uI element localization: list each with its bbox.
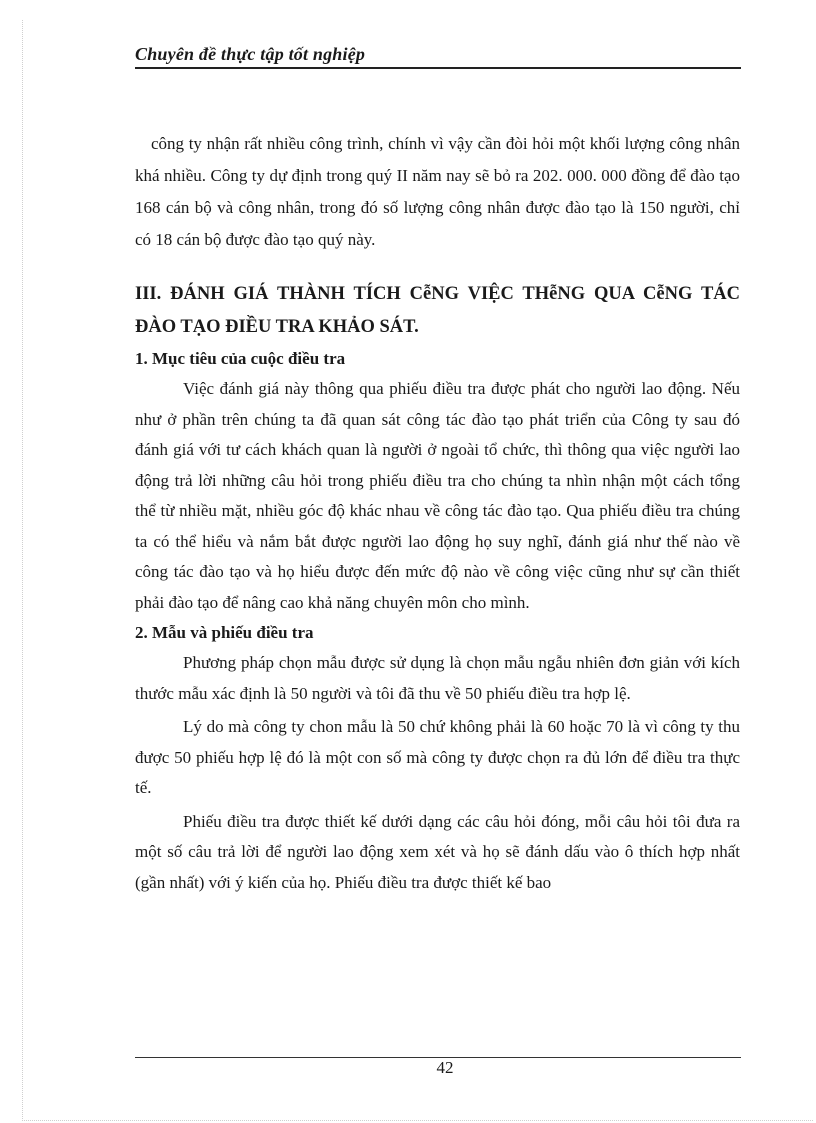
subsection-1-paragraph: Việc đánh giá này thông qua phiếu điều tra được phát cho người lao động. Nếu như ở phần trên chúng ta đã quan sát công tác đào tạo phát triển của Công ty sau đó đánh giá với tư cách khách quan là người ở ngoài tổ chức, thì thông qua việc người lao động trả lời những câu hỏi trong phiếu điều tra cho chúng ta nhìn nhận một cách tổng thể từ nhiều mặt, nhiều góc độ khác nhau về công tác đào tạo. Qua phiếu điều tra chúng ta có thể hiểu và nắm bắt được người lao động họ suy nghĩ, đánh giá như thế nào về công tác đào tạo và họ hiểu được đến mức độ nào về công việc cũng như sự cần thiết phải đào tạo để nâng cao khả năng chuyên môn cho mình. — [135, 379, 740, 612]
intro-paragraph: công ty nhận rất nhiều công trình, chính vì vậy cần đòi hỏi một khối lượng công nhân khá nhiều. Công ty dự định trong quý II năm nay sẽ bỏ ra 202. 000. 000 đồng để đào tạo 168 cán bộ và công nhân, trong đó số lượng công nhân được đào tạo là 150 người, chỉ có 18 cán bộ được đào tạo quý này. — [135, 134, 740, 249]
document-body — [135, 128, 740, 898]
page-number: 42 — [436, 1058, 454, 1077]
subsection-2-heading: 2. Mẫu và phiếu điều tra — [135, 623, 314, 642]
subsection-2-paragraph-1: Phương pháp chọn mẫu được sử dụng là chọn mẫu ngẫu nhiên đơn giản với kích thước mẫu xác định là 50 người và tôi đã thu về 50 phiếu điều tra hợp lệ. — [135, 653, 740, 703]
subsection-2-paragraph-2: Lý do mà công ty chon mẫu là 50 chứ không phải là 60 hoặc 70 là vì công ty thu được 50 phiếu hợp lệ đó là một con số mà công ty được chọn ra đủ lớn để điều tra thực tế. — [135, 717, 740, 797]
subsection-1-heading: 1. Mục tiêu của cuộc điều tra — [135, 349, 346, 368]
section-heading: III. ĐÁNH GIÁ THÀNH TÍCH CễNG VIỆC THễNG QUA CễNG TÁC ĐÀO TẠO ĐIỀU TRA KHẢO SÁT. — [135, 284, 740, 337]
page-header — [135, 44, 741, 69]
header-title: Chuyên đề thực tập tốt nghiệp — [135, 44, 366, 64]
subsection-2-paragraph-3: Phiếu điều tra được thiết kế dưới dạng các câu hỏi đóng, mỗi câu hỏi tôi đưa ra một số câu trả lời để người lao động xem xét và họ sẽ đánh dấu vào ô thích hợp nhất (gần nhất) với ý kiến của họ. Phiếu điều tra được thiết kế bao — [135, 811, 740, 892]
